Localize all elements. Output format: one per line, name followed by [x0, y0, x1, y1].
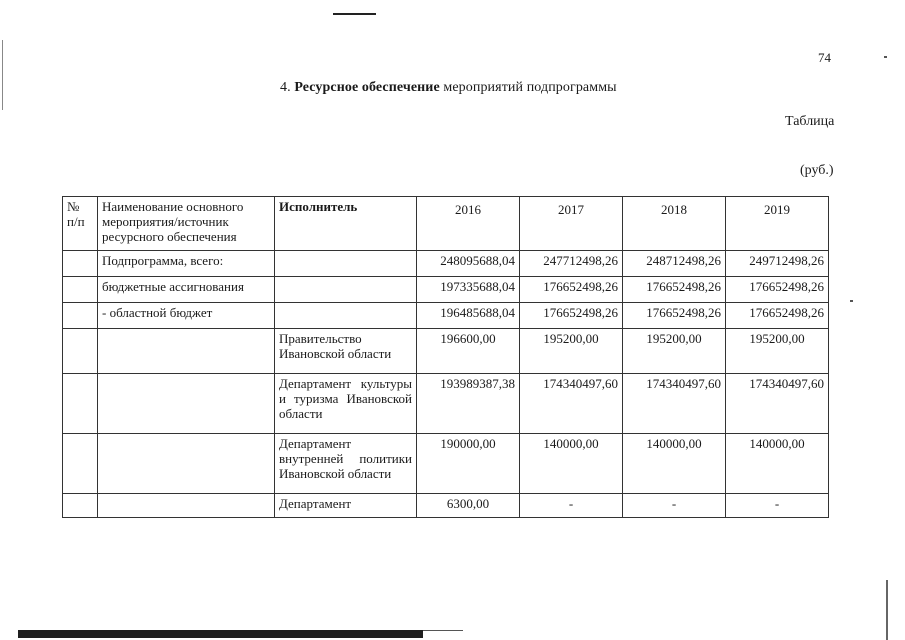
- header-year-2017: 2017: [520, 197, 623, 251]
- row-value-2017: 176652498,26: [520, 277, 623, 303]
- row-value-2016: 196485688,04: [417, 303, 520, 329]
- top-rule: [333, 13, 376, 15]
- row-value-2019: 195200,00: [726, 329, 829, 374]
- row-value-2018: 140000,00: [623, 434, 726, 494]
- left-scan-mark: [2, 40, 3, 110]
- row-value-2019: -: [726, 494, 829, 518]
- row-value-2017: 174340497,60: [520, 374, 623, 434]
- header-year-2018: 2018: [623, 197, 726, 251]
- row-num: [63, 329, 98, 374]
- row-num: [63, 434, 98, 494]
- bottom-scan-line: [423, 630, 463, 631]
- row-value-2018: 176652498,26: [623, 303, 726, 329]
- row-value-2017: -: [520, 494, 623, 518]
- row-value-2018: -: [623, 494, 726, 518]
- row-value-2016: 196600,00: [417, 329, 520, 374]
- row-value-2019: 174340497,60: [726, 374, 829, 434]
- table-row: [63, 434, 829, 494]
- table-header-row: [63, 197, 829, 251]
- row-value-2016: 190000,00: [417, 434, 520, 494]
- row-name: [98, 434, 275, 494]
- row-value-2017: 195200,00: [520, 329, 623, 374]
- heading-bold-part: Ресурсное обеспечение: [294, 80, 440, 95]
- page-number: 74: [818, 50, 831, 65]
- row-name: [98, 374, 275, 434]
- row-value-2017: 247712498,26: [520, 251, 623, 277]
- scan-speck: [850, 300, 853, 302]
- section-heading: [280, 80, 617, 96]
- heading-number: 4.: [280, 80, 291, 95]
- row-executor: [275, 277, 417, 303]
- right-scan-edge: [886, 580, 888, 640]
- heading-rest: мероприятий подпрограммы: [443, 80, 617, 95]
- row-value-2017: 176652498,26: [520, 303, 623, 329]
- row-value-2019: 140000,00: [726, 434, 829, 494]
- row-num: [63, 303, 98, 329]
- row-executor: Правительство Ивановской области: [275, 329, 417, 374]
- row-executor: Департамент внутренней политики Ивановской области: [275, 434, 417, 494]
- resource-table: [62, 196, 829, 518]
- row-num: [63, 277, 98, 303]
- table-row: [63, 277, 829, 303]
- row-value-2019: 176652498,26: [726, 277, 829, 303]
- row-value-2018: 248712498,26: [623, 251, 726, 277]
- row-value-2018: 174340497,60: [623, 374, 726, 434]
- table-row: [63, 494, 829, 518]
- header-num: № п/п: [63, 197, 98, 251]
- row-num: [63, 374, 98, 434]
- row-value-2019: 249712498,26: [726, 251, 829, 277]
- table-row: [63, 303, 829, 329]
- row-num: [63, 251, 98, 277]
- row-value-2017: 140000,00: [520, 434, 623, 494]
- scan-speck: [884, 56, 887, 58]
- row-value-2019: 176652498,26: [726, 303, 829, 329]
- row-name: бюджетные ассигнования: [98, 277, 275, 303]
- currency-note: (руб.): [800, 163, 834, 178]
- row-executor: Департамент: [275, 494, 417, 518]
- row-executor: [275, 303, 417, 329]
- row-num: [63, 494, 98, 518]
- row-name: [98, 329, 275, 374]
- row-name: [98, 494, 275, 518]
- row-name: Подпрограмма, всего:: [98, 251, 275, 277]
- row-value-2018: 195200,00: [623, 329, 726, 374]
- header-year-2016: 2016: [417, 197, 520, 251]
- row-executor: [275, 251, 417, 277]
- row-value-2018: 176652498,26: [623, 277, 726, 303]
- table-row: [63, 251, 829, 277]
- table-row: [63, 374, 829, 434]
- bottom-scan-bar: [18, 630, 423, 638]
- row-value-2016: 6300,00: [417, 494, 520, 518]
- row-executor: Департамент культуры и туризма Ивановской области: [275, 374, 417, 434]
- row-name: - областной бюджет: [98, 303, 275, 329]
- header-executor: Исполнитель: [275, 197, 417, 251]
- header-name: Наименование основного мероприятия/источник ресурсного обеспечения: [98, 197, 275, 251]
- row-value-2016: 248095688,04: [417, 251, 520, 277]
- table-caption: Таблица: [785, 114, 835, 129]
- row-value-2016: 193989387,38: [417, 374, 520, 434]
- header-year-2019: 2019: [726, 197, 829, 251]
- table-row: [63, 329, 829, 374]
- row-value-2016: 197335688,04: [417, 277, 520, 303]
